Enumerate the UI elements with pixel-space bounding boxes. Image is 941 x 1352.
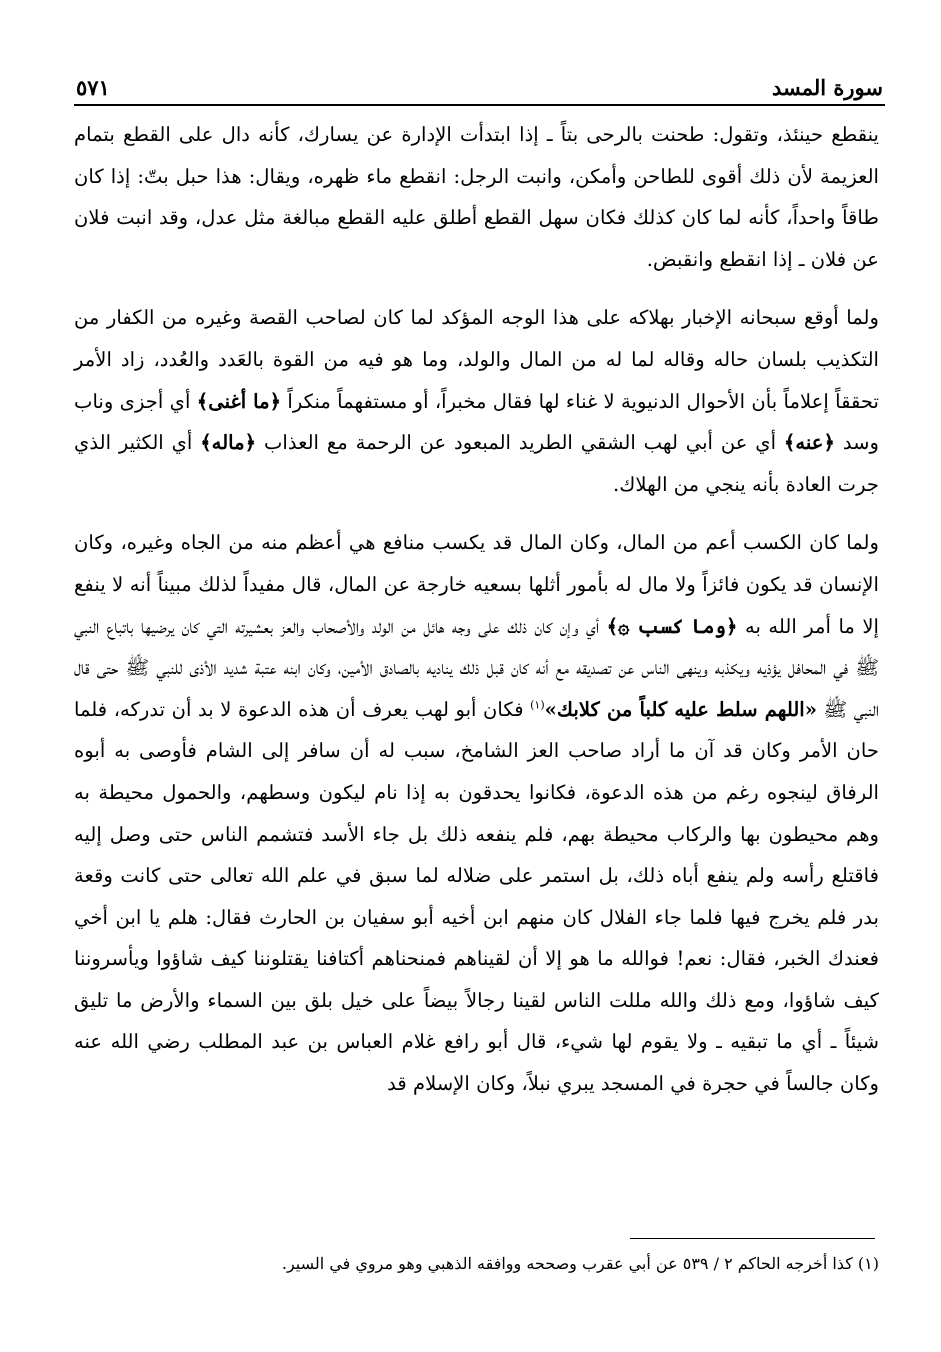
footnote	[74, 1250, 879, 1278]
footnote-number: (١)	[857, 1254, 879, 1273]
quoted-text-bold: ﴿وما كسب ۞﴾	[606, 614, 738, 638]
quoted-text-bold: ﴿عنه﴾	[783, 431, 835, 455]
paragraph-text: ولما أوقع سبحانه الإخبار بهلاكه على هذا الوجه المؤكد لما كان لصاحب القصة وغيره من الكفار من التكذيب بلسان حاله وقاله لما له من المال والولد، وما هو فيه من القوة بالعَدد والعُدد، زاد الأمر تحققاً إعلاماً بأن الأحوال الدنيوية لا غناء لها فقال مخبراً، أو مستفهماً منكراً	[74, 306, 880, 413]
paragraph-text: أي وإن كان ذلك على وجه هائل من الولد والأصحاب والعز بعشيرته التي كان يرضيها باتباع النبي ﷺ في المحافل يؤذيه ويكذبه وينهى الناس عن تصديقه مع أنه كان قبل ذلك يناديه بالصادق الأمين، وكان ابنه عتبة شديد الأذى للنبي ﷺ حتى قال النبي ﷺ	[74, 614, 879, 721]
page-number: ٥٧١	[76, 75, 110, 100]
surah-title: سورة المسد	[771, 75, 883, 100]
footnote-text: كذا أخرجه الحاكم ٢ / ٥٣٩ عن أبي عقرب وصححه ووافقه الذهبي وهو مروي في السير.	[281, 1254, 853, 1273]
paragraph-text: ينقطع حينئذ، وتقول: طحنت بالرحى بتاً ـ إذا ابتدأت الإدارة عن يسارك، كأنه دال على القطع بتمام العزيمة لأن ذلك أقوى للطاحن وأمكن، وانبت الرجل: انقطع ماء ظهره، ويقال: هذا حبل بتّ: إذا كان طاقاً واحداً، كأنه لما كان كذلك فكان سهل القطع أطلق عليه القطع مبالغة مثل عدل، وقد انبت فلان عن فلان ـ إذا انقطع وانقبض.	[74, 123, 879, 271]
footnote-reference: (١)	[530, 698, 545, 712]
quoted-text-bold: ﴿ماله﴾	[200, 431, 257, 455]
paragraph-text: أي أجزى وناب وسد	[74, 389, 879, 455]
paragraph-text: فكان أبو لهب يعرف أن هذه الدعوة لا بد أن تدركه، فلما حان الأمر وكان قد آن ما أراد صاحب العز الشامخ، سبب له أن سافر إلى الشام فأوصى به أبوه الرفاق لينجوه رغم من هذه الدعوة، فكانوا يحدقون به إذا نام ليكون وسطهم، والحمول محيطة به وهم محيطون بها والركاب محيطة بهم، فلم ينفعه ذلك بل جاء الأسد فتشمم الناس حتى وصل إليه فاقتلع رأسه ولم ينفع أباه ذلك، بل استمر على ضلاله لما سبق في علم الله تعالى حتى كانت وقعة بدر فلم يخرج فيها فلما جاء الفلال كان منهم ابن أخيه أبو سفيان بن الحارث فقال: هلم يا ابن أخي فعندك الخبر، فقال: نعم! فوالله ما هو إلا أن لقيناهم فمنحناهم أكتافنا يقتلوننا كيف شاؤوا ويأسروننا كيف شاؤوا، ومع ذلك والله مللت الناس لقينا رجالاً بيضاً على خيل بلق بين السماء والأرض ما تليق شيئاً ـ أي ما تبقيه ـ ولا يقوم لها شيء، قال أبو رافع غلام العباس بن عبد المطلب رضي الله عنه وكان جالساً في حجرة في المسجد يبري نبلاً، وكان الإسلام قد	[74, 697, 879, 1096]
paragraph-text: أي الكثير الذي جرت العادة بأنه ينجي من الهلاك.	[74, 431, 879, 496]
running-header	[76, 62, 883, 100]
paragraph-text: ولما كان الكسب أعم من المال، وكان المال قد يكسب منافع هي أعظم منه من الجاه وغيره، وكان الإنسان قد يكون فائزاً ولا مال له بأمور أثلها بسعيه خارجة عن المال، قال مفيداً لذلك مبيناً أنه لا ينفع إلا ما أمر الله به	[74, 531, 879, 638]
quoted-text-bold: «اللهم سلط عليه كلباً من كلابك»	[544, 697, 817, 721]
paragraph	[74, 297, 879, 505]
footnote-rule	[630, 1238, 875, 1239]
paragraph-text: أي عن أبي لهب الشقي الطريد المبعود عن الرحمة مع العذاب	[256, 431, 784, 455]
header-rule	[74, 104, 885, 106]
paragraph	[74, 114, 879, 280]
quoted-text-bold: ﴿ما أغنى﴾	[196, 389, 282, 413]
body-text	[74, 114, 879, 1105]
paragraph	[74, 522, 879, 1104]
